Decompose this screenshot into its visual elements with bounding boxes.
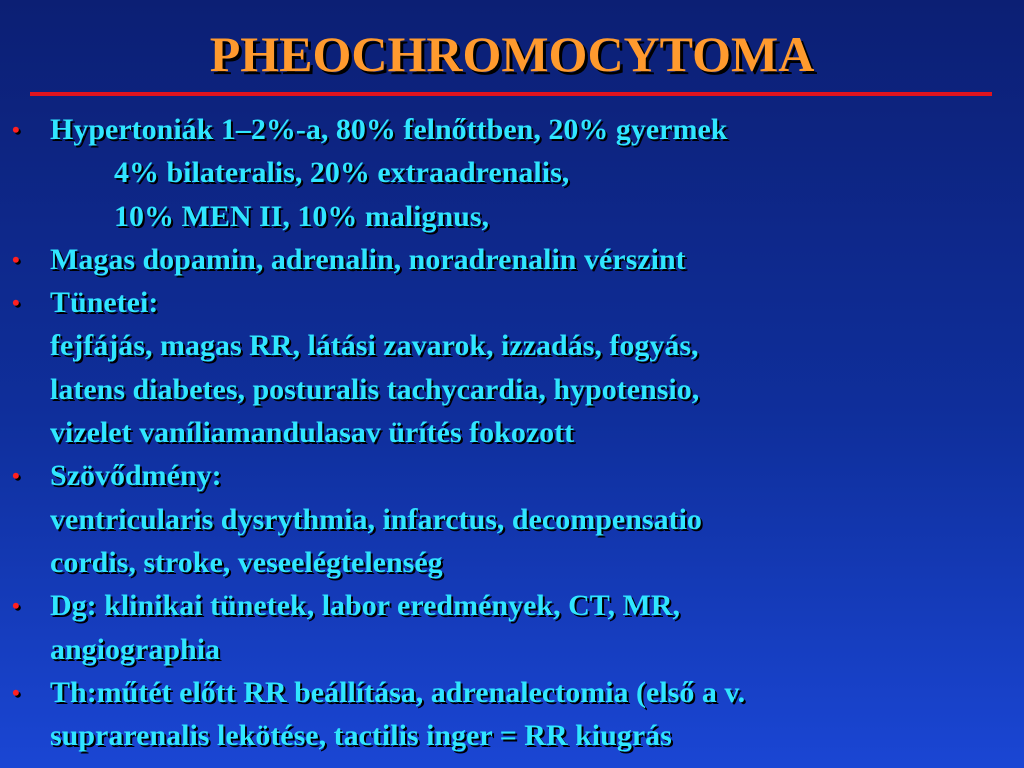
list-item-continuation [12, 368, 1012, 411]
list-item [12, 584, 1012, 627]
list-item-continuation [12, 714, 1012, 757]
list-item-text: suprarenalis lekötése, tactilis inger = RR kiugrás [50, 719, 672, 753]
list-item-text: Tünetei: [50, 286, 159, 320]
list-item-text: Hypertoniák 1–2%-a, 80% felnőttben, 20% gyermek [50, 113, 728, 146]
list-item-continuation [12, 195, 1012, 238]
list-item [12, 454, 1012, 497]
bullet-icon: • [12, 290, 20, 316]
list-item-continuation [12, 151, 1012, 194]
list-item-text: 10% MEN II, 10% malignus, [114, 199, 490, 233]
list-item-text: Magas dopamin, adrenalin, noradrenalin vérszint [50, 242, 686, 276]
list-item [12, 238, 1012, 281]
list-item-text: Szövődmény: [50, 459, 222, 493]
list-item-text: fejfájás, magas RR, látási zavarok, izzadás, fogyás, [50, 329, 699, 363]
bullet-icon: • [12, 463, 20, 489]
list-item [12, 281, 1012, 324]
list-item-text: ventricularis dysrythmia, infarctus, decompensatio [50, 502, 702, 536]
bullet-list [12, 108, 1012, 757]
list-item-text: 4% bilateralis, 20% extraadrenalis, [114, 156, 570, 190]
bullet-icon: • [12, 246, 20, 272]
list-item-text: Dg: klinikai tünetek, labor eredmények, CT, MR, [50, 589, 681, 623]
title-divider [30, 92, 992, 96]
list-item-continuation [12, 411, 1012, 454]
list-item-text: cordis, stroke, veseelégtelenség [50, 545, 443, 579]
list-item-text: latens diabetes, posturalis tachycardia, hypotensio, [50, 372, 700, 406]
bullet-icon: • [12, 117, 20, 142]
list-item-text: Th:műtét előtt RR beállítása, adrenalectomia (első a v. [50, 675, 746, 709]
list-item-continuation [12, 324, 1012, 367]
list-item-continuation [12, 498, 1012, 541]
list-item [12, 108, 1012, 151]
list-item-text: angiographia [50, 632, 221, 666]
list-item-text: vizelet vaníliamandulasav ürítés fokozott [50, 416, 575, 450]
bullet-icon: • [12, 679, 20, 705]
list-item-continuation [12, 541, 1012, 584]
list-item-continuation [12, 628, 1012, 671]
bullet-icon: • [12, 593, 20, 619]
slide-title: PHEOCHROMOCYTOMA [209, 26, 815, 82]
list-item [12, 671, 1012, 714]
